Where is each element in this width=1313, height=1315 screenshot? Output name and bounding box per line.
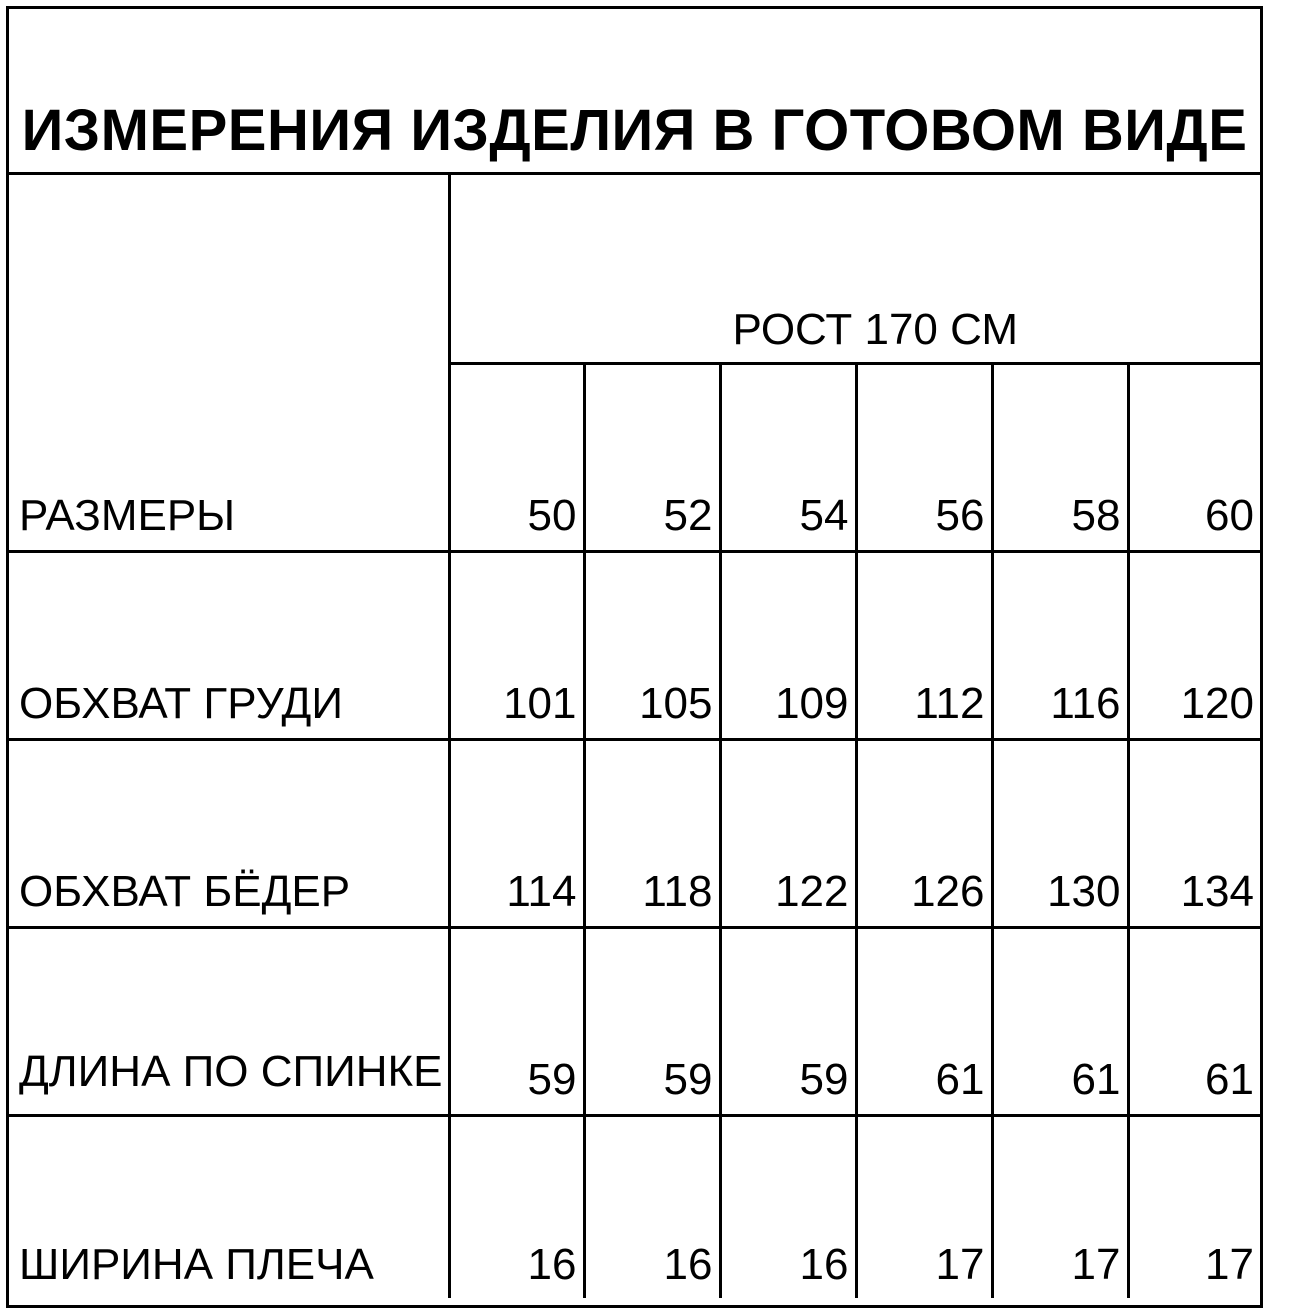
size-chart [6,6,1263,1308]
value-cell: 59 [449,927,584,1115]
value-cell: 16 [584,1115,720,1298]
table-row [9,739,1260,927]
size-cell: 56 [856,363,992,551]
value-cell: 17 [1128,1115,1260,1298]
value-cell: 61 [992,927,1128,1115]
size-cell: 54 [720,363,856,551]
value-cell: 118 [584,739,720,927]
value-cell: 134 [1128,739,1260,927]
row-label: ОБХВАТ ГРУДИ [9,551,449,739]
value-cell: 16 [449,1115,584,1298]
height-row [9,175,1260,363]
row-label: ДЛИНА ПО СПИНКЕ [9,927,449,1115]
value-cell: 130 [992,739,1128,927]
value-cell: 126 [856,739,992,927]
size-cell: 60 [1128,363,1260,551]
value-cell: 116 [992,551,1128,739]
value-cell: 105 [584,551,720,739]
table-row [9,551,1260,739]
size-cell: 58 [992,363,1128,551]
height-header-cell [449,175,1260,363]
value-cell: 17 [992,1115,1128,1298]
value-cell: 61 [856,927,992,1115]
title-bar [9,9,1260,175]
size-cell: 50 [449,363,584,551]
row-label: ОБХВАТ БЁДЕР [9,739,449,927]
table-row [9,927,1260,1115]
height-label: РОСТ 170 СМ [732,305,1019,355]
value-cell: 16 [720,1115,856,1298]
sizes-label: РАЗМЕРЫ [19,491,236,541]
value-cell: 17 [856,1115,992,1298]
value-cell: 59 [720,927,856,1115]
row-label: ШИРИНА ПЛЕЧА [9,1115,449,1298]
value-cell: 101 [449,551,584,739]
size-cell: 52 [584,363,720,551]
value-cell: 112 [856,551,992,739]
measurements-table [9,175,1260,1298]
value-cell: 120 [1128,551,1260,739]
value-cell: 59 [584,927,720,1115]
value-cell: 114 [449,739,584,927]
value-cell: 109 [720,551,856,739]
sizes-label-cell [9,175,449,551]
value-cell: 122 [720,739,856,927]
page-title: ИЗМЕРЕНИЯ ИЗДЕЛИЯ В ГОТОВОМ ВИДЕ [21,98,1248,163]
value-cell: 61 [1128,927,1260,1115]
table-row [9,1115,1260,1298]
